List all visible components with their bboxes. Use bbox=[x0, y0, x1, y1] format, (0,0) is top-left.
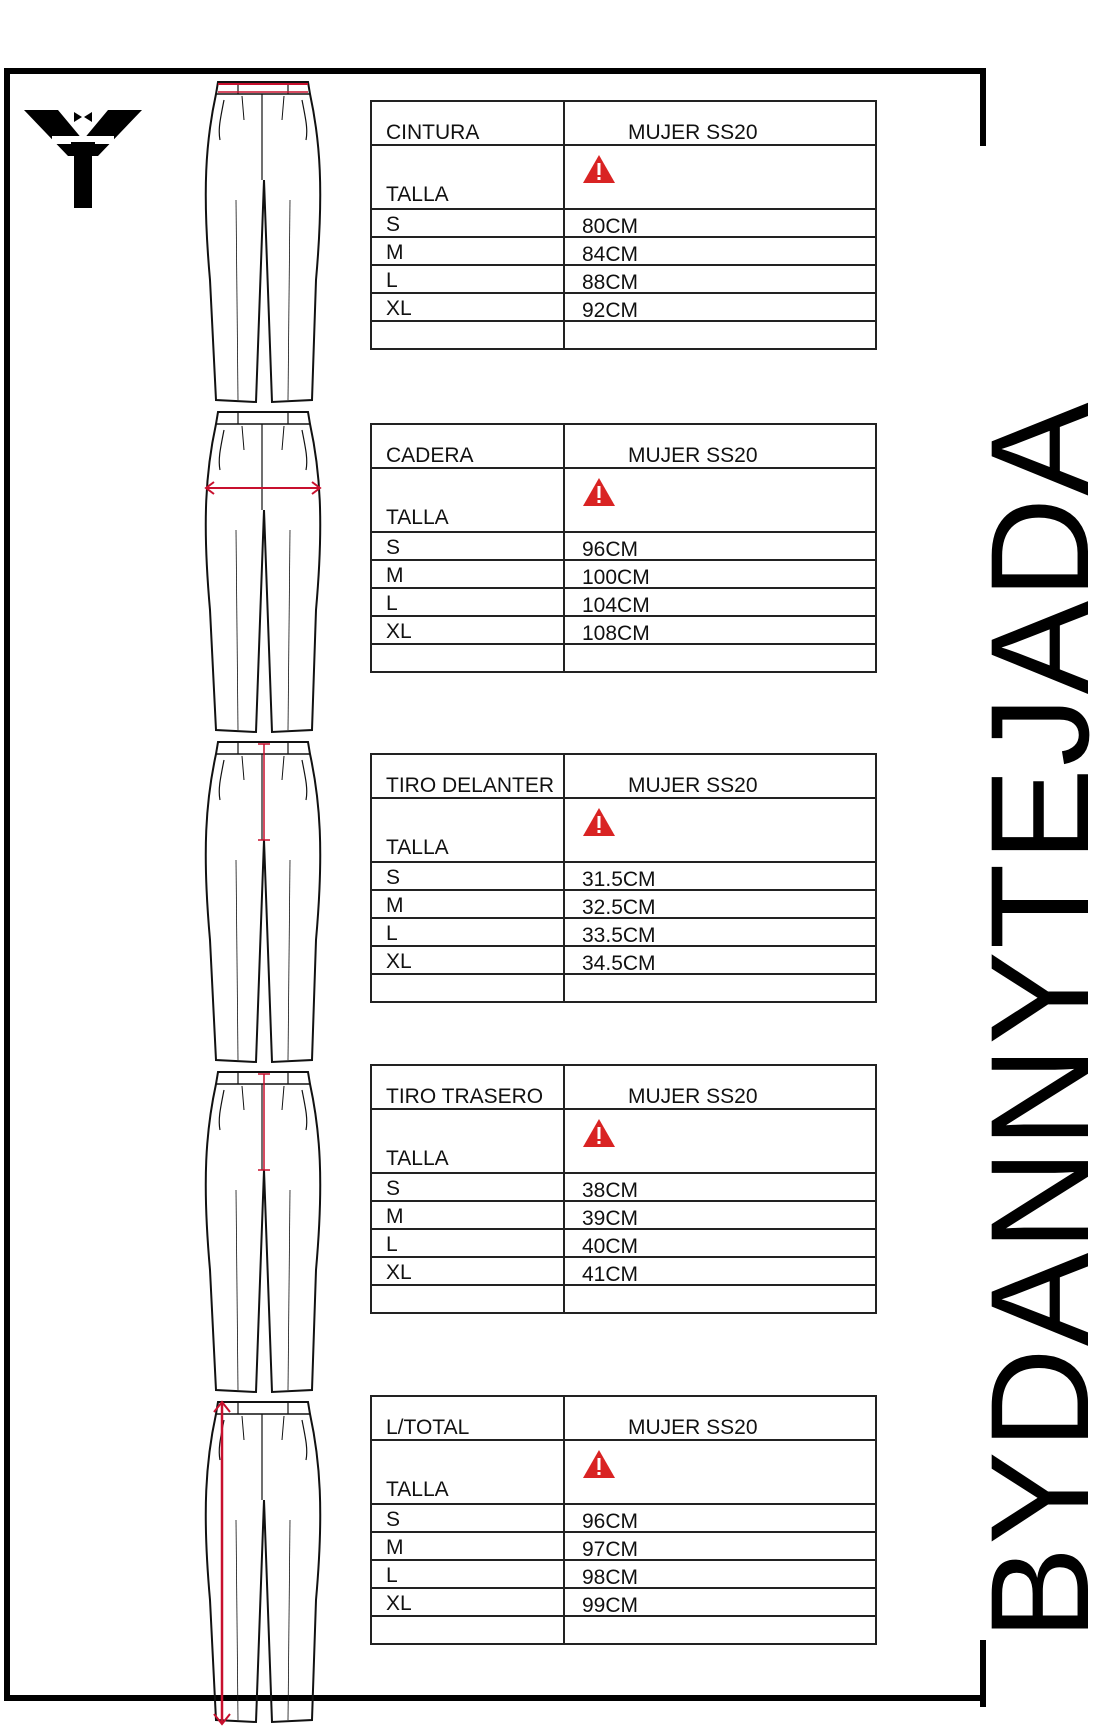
size-column-label: TALLA bbox=[386, 183, 449, 206]
measurement-value: 100CM bbox=[582, 566, 650, 589]
size-cell: XL bbox=[386, 620, 412, 643]
measure-line bbox=[258, 744, 270, 840]
table-row bbox=[372, 1174, 875, 1202]
size-cell: M bbox=[386, 241, 404, 264]
table-row bbox=[372, 1533, 875, 1561]
table-row bbox=[372, 645, 875, 671]
brand-vertical bbox=[900, 150, 1118, 1640]
collection-header: MUJER SS20 bbox=[628, 444, 758, 467]
size-cell: XL bbox=[386, 950, 412, 973]
table-row bbox=[372, 238, 875, 266]
size-column-label: TALLA bbox=[386, 1147, 449, 1170]
table-subheader-row bbox=[372, 469, 875, 533]
size-cell: S bbox=[386, 1508, 401, 1531]
table-row bbox=[372, 863, 875, 891]
size-cell: L bbox=[386, 922, 398, 945]
table-row bbox=[372, 1561, 875, 1589]
measure-label: TIRO TRASERO bbox=[386, 1085, 544, 1108]
table-header-row bbox=[372, 1397, 875, 1441]
table-row bbox=[372, 1202, 875, 1230]
size-cell: L bbox=[386, 1564, 398, 1587]
measurement-value: 32.5CM bbox=[582, 896, 656, 919]
size-table bbox=[370, 100, 877, 350]
trouser-sketch-icon bbox=[196, 80, 330, 410]
table-subheader-row bbox=[372, 146, 875, 210]
table-header-row bbox=[372, 755, 875, 799]
table-row bbox=[372, 322, 875, 348]
measurement-value: 97CM bbox=[582, 1538, 639, 1561]
table-row bbox=[372, 891, 875, 919]
size-table bbox=[370, 423, 877, 673]
measurement-value: 99CM bbox=[582, 1594, 639, 1617]
table-row bbox=[372, 1258, 875, 1286]
table-row bbox=[372, 919, 875, 947]
frame-edge bbox=[980, 1640, 986, 1707]
table-row bbox=[372, 1230, 875, 1258]
size-cell: M bbox=[386, 564, 404, 587]
warning-icon bbox=[582, 154, 616, 184]
measure-line bbox=[214, 1402, 230, 1724]
measure-line bbox=[206, 482, 320, 494]
measurement-value: 98CM bbox=[582, 1566, 639, 1589]
bowtie-y-logo-icon bbox=[24, 108, 142, 208]
collection-header: MUJER SS20 bbox=[628, 1085, 758, 1108]
size-table bbox=[370, 1395, 877, 1645]
size-cell: S bbox=[386, 866, 401, 889]
trouser-sketch-icon bbox=[196, 1400, 330, 1730]
measurement-value: 33.5CM bbox=[582, 924, 656, 947]
measurement-value: 84CM bbox=[582, 243, 639, 266]
measurement-value: 104CM bbox=[582, 594, 650, 617]
trouser-sketch-icon bbox=[196, 1070, 330, 1400]
table-row bbox=[372, 1617, 875, 1643]
measurement-value: 108CM bbox=[582, 622, 650, 645]
measurement-value: 40CM bbox=[582, 1235, 639, 1258]
size-cell: L bbox=[386, 1233, 398, 1256]
table-header-row bbox=[372, 1066, 875, 1110]
table-row bbox=[372, 266, 875, 294]
size-cell: L bbox=[386, 592, 398, 615]
table-row bbox=[372, 561, 875, 589]
table-row bbox=[372, 210, 875, 238]
table-row bbox=[372, 1286, 875, 1312]
table-row bbox=[372, 589, 875, 617]
size-cell: S bbox=[386, 213, 401, 236]
measurement-value: 88CM bbox=[582, 271, 639, 294]
table-row bbox=[372, 975, 875, 1001]
measurement-value: 38CM bbox=[582, 1179, 639, 1202]
size-column-label: TALLA bbox=[386, 1478, 449, 1501]
size-cell: S bbox=[386, 1177, 401, 1200]
measurement-value: 96CM bbox=[582, 1510, 639, 1533]
measure-label: TIRO DELANTER bbox=[386, 774, 555, 797]
table-row bbox=[372, 617, 875, 645]
size-cell: XL bbox=[386, 1261, 412, 1284]
measure-label: CADERA bbox=[386, 444, 474, 467]
size-cell: M bbox=[386, 1536, 404, 1559]
size-cell: M bbox=[386, 894, 404, 917]
trouser-sketch-icon bbox=[196, 410, 330, 740]
measure-label: CINTURA bbox=[386, 121, 480, 144]
size-table bbox=[370, 753, 877, 1003]
measure-line bbox=[258, 1074, 270, 1170]
warning-icon bbox=[582, 807, 616, 837]
table-row bbox=[372, 1589, 875, 1617]
collection-header: MUJER SS20 bbox=[628, 1416, 758, 1439]
measurement-value: 31.5CM bbox=[582, 868, 656, 891]
table-subheader-row bbox=[372, 1441, 875, 1505]
table-header-row bbox=[372, 425, 875, 469]
size-column-label: TALLA bbox=[386, 506, 449, 529]
measurement-value: 41CM bbox=[582, 1263, 639, 1286]
size-cell: XL bbox=[386, 297, 412, 320]
table-row bbox=[372, 1505, 875, 1533]
measurement-value: 96CM bbox=[582, 538, 639, 561]
warning-icon bbox=[582, 1118, 616, 1148]
brand-text: BYDANNYTEJADA bbox=[961, 400, 1118, 1640]
size-cell: L bbox=[386, 269, 398, 292]
warning-icon bbox=[582, 1449, 616, 1479]
collection-header: MUJER SS20 bbox=[628, 774, 758, 797]
table-row bbox=[372, 294, 875, 322]
size-table bbox=[370, 1064, 877, 1314]
measurement-value: 39CM bbox=[582, 1207, 639, 1230]
table-row bbox=[372, 947, 875, 975]
size-cell: XL bbox=[386, 1592, 412, 1615]
measure-label: L/TOTAL bbox=[386, 1416, 470, 1439]
table-subheader-row bbox=[372, 799, 875, 863]
measurement-value: 80CM bbox=[582, 215, 639, 238]
measure-line bbox=[218, 84, 308, 92]
measurement-value: 92CM bbox=[582, 299, 639, 322]
size-cell: S bbox=[386, 536, 401, 559]
warning-icon bbox=[582, 477, 616, 507]
trouser-sketch-icon bbox=[196, 740, 330, 1070]
collection-header: MUJER SS20 bbox=[628, 121, 758, 144]
table-subheader-row bbox=[372, 1110, 875, 1174]
measurement-value: 34.5CM bbox=[582, 952, 656, 975]
frame-edge bbox=[980, 68, 986, 146]
table-row bbox=[372, 533, 875, 561]
table-header-row bbox=[372, 102, 875, 146]
size-cell: M bbox=[386, 1205, 404, 1228]
size-column-label: TALLA bbox=[386, 836, 449, 859]
